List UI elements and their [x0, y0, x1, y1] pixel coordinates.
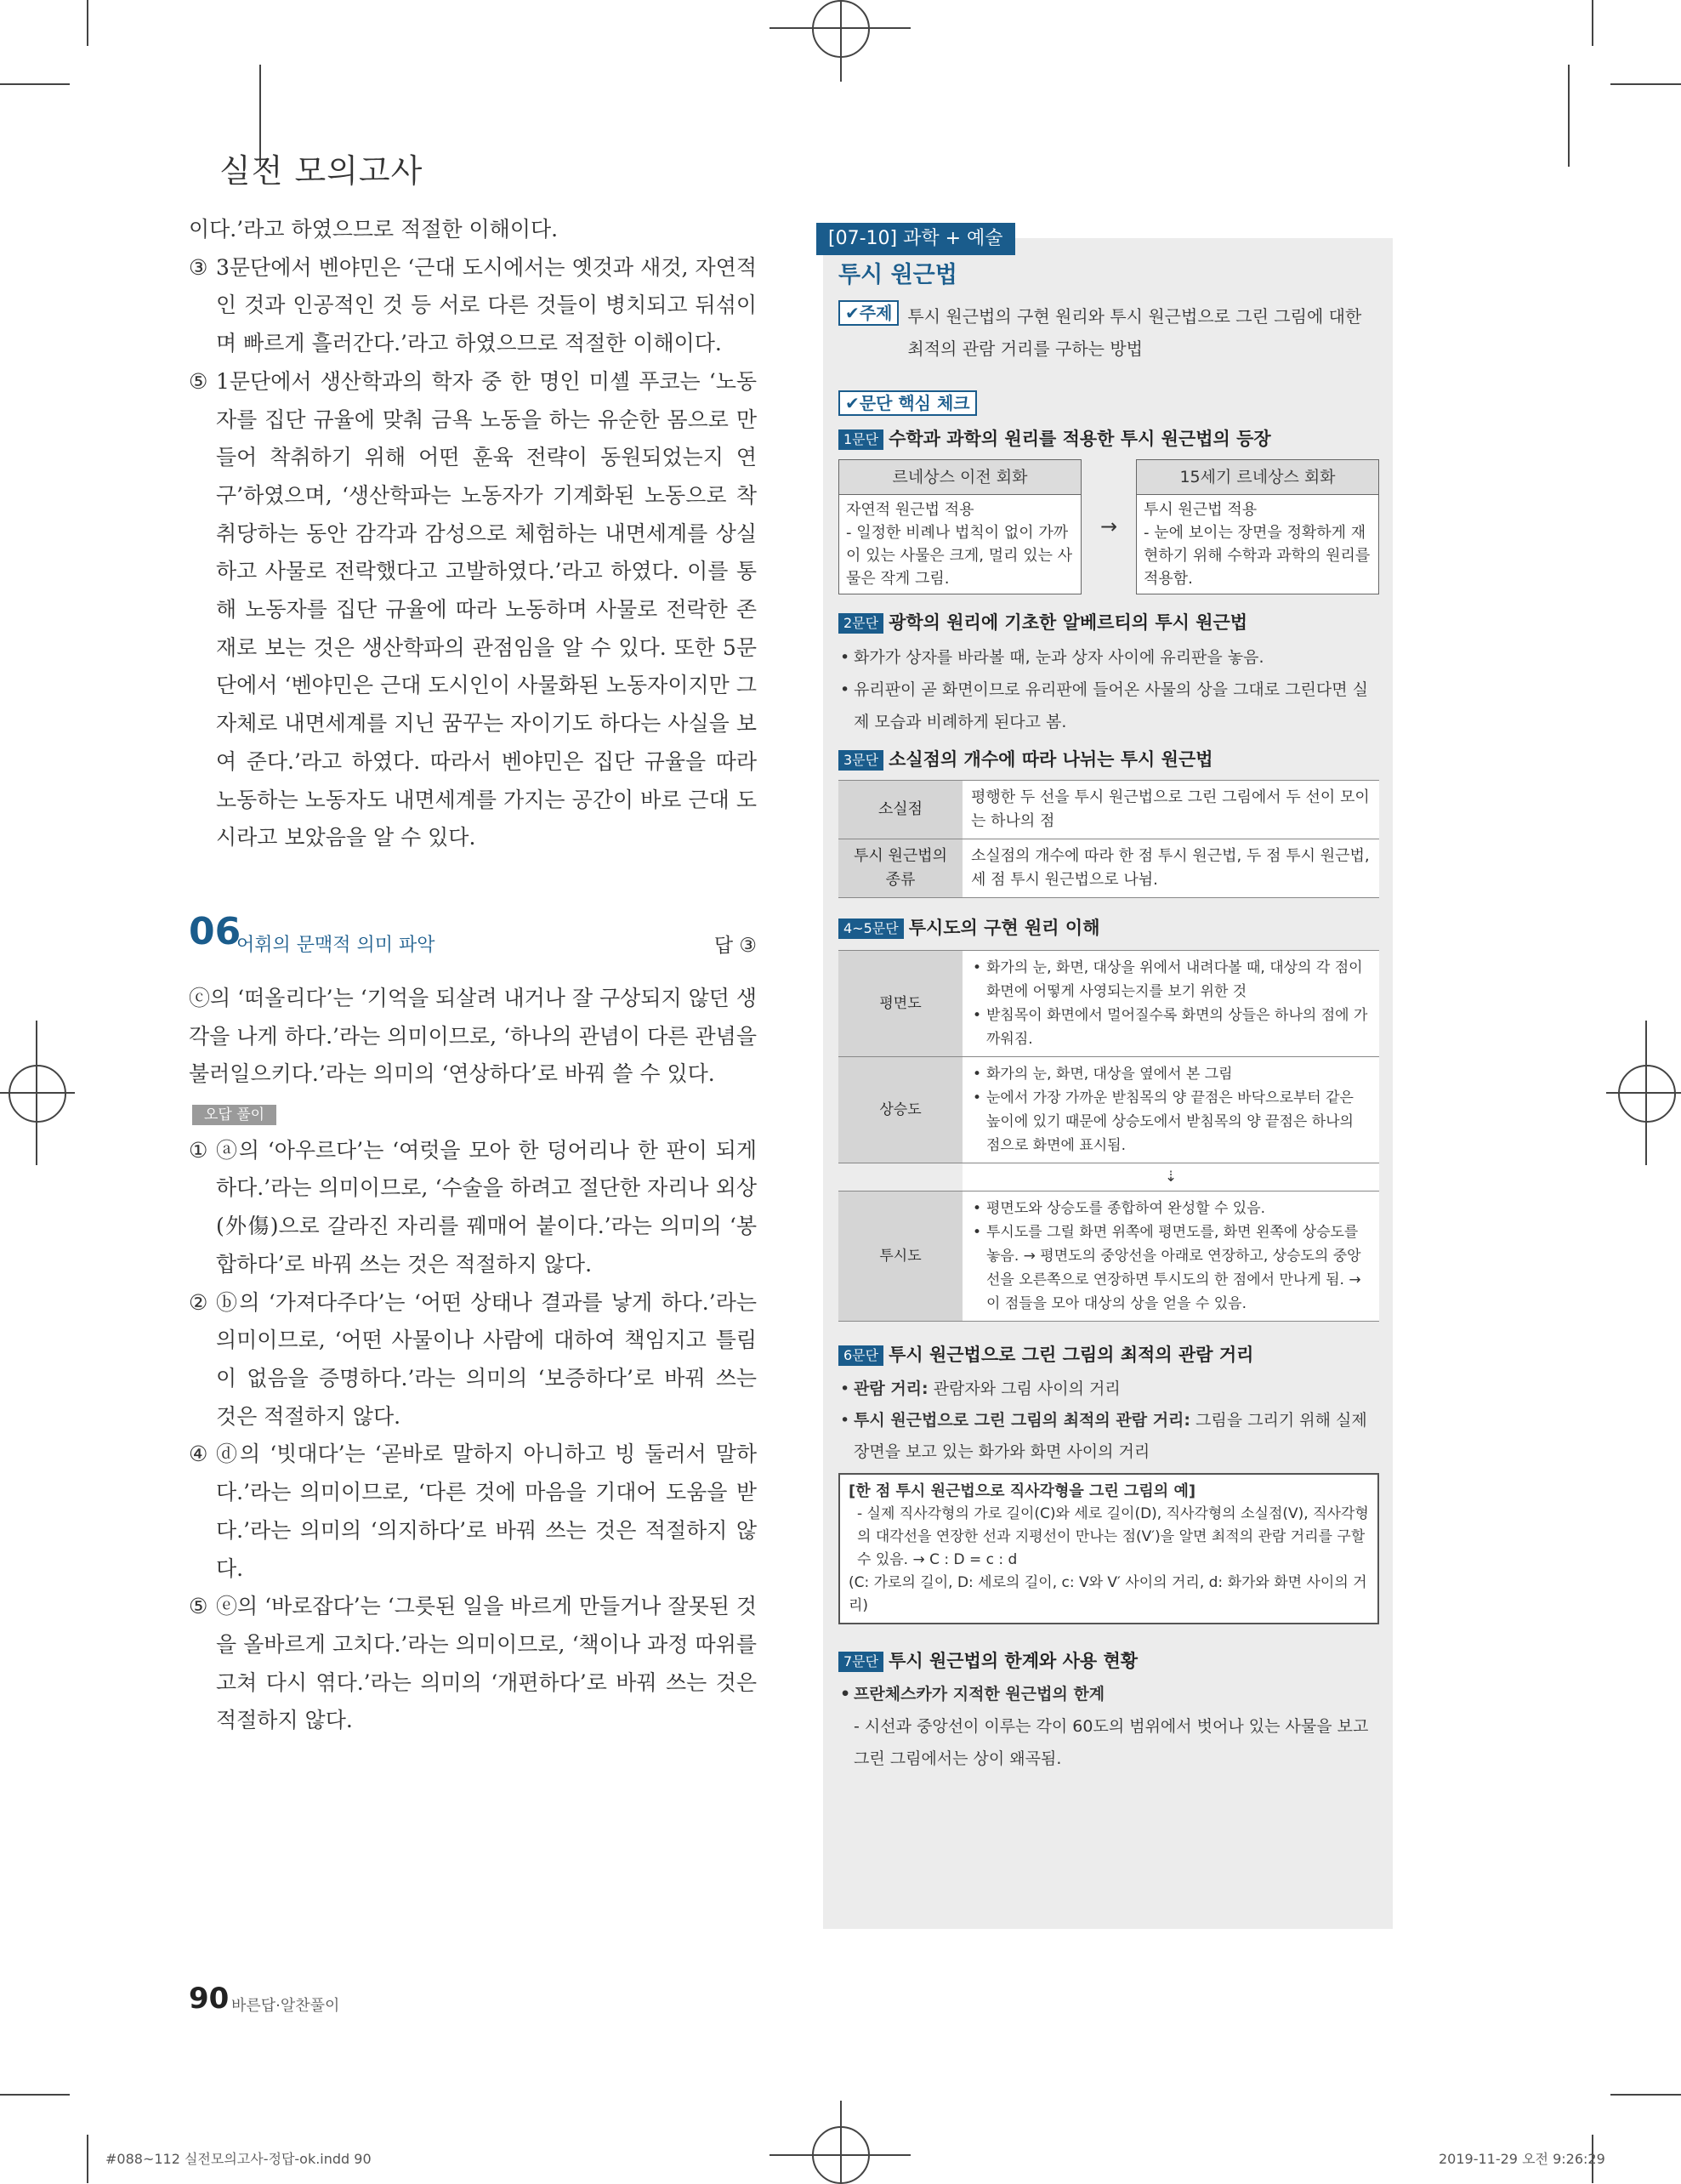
definition-table: [838, 780, 1379, 898]
crop-mark: [87, 2135, 88, 2183]
item-number: ③: [189, 254, 208, 280]
theme-row: [838, 300, 1379, 365]
item-text: ⓐ의 ‘아우르다’는 ‘여럿을 모아 한 덩어리나 한 판이 되게 하다.’라는 의미이므로, ‘수술을 하려고 절단한 자리나 외상(外傷)으로 갈라진 자리를 꿰매어 붙이다.’라는 의미의 ‘봉합하다’로 바꿔 쓰는 것은 적절하지 않다.: [216, 1137, 757, 1277]
bullet-key: 관람 거리:: [854, 1379, 929, 1398]
paragraph-tag: 3문단: [838, 750, 883, 771]
question-type: 어휘의 문맥적 의미 파악: [236, 934, 435, 956]
bullet-list: [838, 1678, 1379, 1775]
paragraph-tag: 4~5문단: [838, 919, 904, 939]
section-title: 투시 원근법으로 그린 그림의 최적의 관람 거리: [889, 1345, 1254, 1365]
bullet-list: [838, 641, 1379, 738]
comparison-box: [838, 459, 1082, 594]
bullet-item: • 유리판이 곧 화면이므로 유리판에 들어온 사물의 상을 그대로 그린다면 실제 모습과 비례하게 된다고 봄.: [838, 674, 1379, 738]
left-column: [189, 211, 757, 1740]
comparison-body: [839, 495, 1081, 594]
wrong-answer-item: [189, 1436, 757, 1588]
table-row: [838, 951, 1379, 1057]
table-header-cell: 평면도: [838, 951, 963, 1057]
topic-title: 투시 원근법: [838, 262, 957, 288]
book-title: 바른답·알찬풀이: [231, 1997, 340, 2015]
paragraph-tag: 2문단: [838, 613, 883, 634]
bullet-subtext: - 시선과 중앙선이 이루는 각이 60도의 범위에서 벗어나 있는 사물을 보고 그린 그림에서는 상이 왜곡됨.: [854, 1717, 1369, 1768]
bullet-item: • 투시도를 그릴 화면 위쪽에 평면도를, 화면 왼쪽에 상승도를 놓음. → 평면도의 중앙선을 아래로 연장하고, 상승도의 중앙선을 오른쪽으로 연장하면 투시도의 한 점에서 만나게 됨. → 이 점들을 모아 대상의 상을 얻을 수 있음.: [971, 1220, 1371, 1316]
right-arrow-icon: →: [1099, 515, 1118, 538]
print-timestamp: 2019-11-29 오전 9:26:29: [1439, 2151, 1605, 2167]
item-text: ⓑ의 ‘가져다주다’는 ‘어떤 상태나 결과를 낳게 하다.’라는 의미이므로, ‘어떤 사물이나 사람에 대하여 책임지고 틀림이 없음을 증명하다.’라는 의미의 ‘보증하다’로 바꿔 쓰는 것은 적절하지 않다.: [216, 1289, 757, 1429]
registration-mark: [770, 2154, 911, 2156]
table-row: [838, 1192, 1379, 1322]
comparison-head: 르네상스 이전 회화: [839, 460, 1081, 495]
registration-mark: [1606, 1092, 1681, 1094]
item-text: ⓓ의 ‘빗대다’는 ‘곧바로 말하지 아니하고 빙 둘러서 말하다.’라는 의미이므로, ‘다른 것에 마음을 기대어 도움을 받다.’라는 의미의 ‘의지하다’로 바꿔 쓰는 것은 적절하지 않다.: [216, 1442, 757, 1581]
table-header-cell: 소실점: [838, 781, 963, 839]
registration-mark: [840, 2101, 842, 2183]
example-body: - 실제 직사각형의 가로 길이(C)와 세로 길이(D), 직사각형의 소실점(V), 직사각형의 대각선을 연장한 선과 지평선이 만나는 점(V′)을 알면 최적의 관람 거리를 구할 수 있음. → C : D = c : d: [857, 1505, 1369, 1568]
example-title: [한 점 투시 원근법으로 직사각형을 그린 그림의 예]: [849, 1482, 1196, 1500]
item-text: 1문단에서 생산학과의 학자 중 한 명인 미셸 푸코는 ‘노동자를 집단 규율에 맞춰 금욕 노동을 하는 유순한 몸으로 만들어 착취하기 위해 어떤 훈육 전략이 동원되었는지 연구’하였으며, ‘생산학파는 노동자가 기계화된 노동으로 착취당하는 동안 감각과 감성으로 체험하는 내면세계를 상실하고 사물로 전락했다고 고발하였다.’라고 하였다. 이를 통해 노동자를 집단 규율에 따라 노동하며 사물로 전락한 존재로 보는 것은 생산학파의 관점임을 알 수 있다. 또한 5문단에서 ‘벤야민은 근대 도시인이 사물화된 노동자이지만 그 자체로 내면세계를 지닌 꿈꾸는 자이기도 하다는 사실을 보여 준다.’라고 하였다. 따라서 벤야민은 집단 규율을 따라 노동하는 노동자도 내면세계를 가지는 공간이 바로 근대 도시라고 보았음을 알 수 있다.: [216, 368, 757, 850]
table-header-cell: 투시 원근법의 종류: [838, 839, 963, 898]
wrong-answer-item: [189, 1588, 757, 1740]
drawing-table: [838, 950, 1379, 1322]
comparison-diagram: [838, 459, 1379, 594]
section-title: 투시 원근법의 한계와 사용 현황: [889, 1651, 1139, 1671]
item-text: 3문단에서 벤야민은 ‘근대 도시에서는 옛것과 새것, 자연적인 것과 인공적인 것 등 서로 다른 것들이 병치되고 뒤섞이며 빠르게 흘러간다.’라고 하였으므로 적절한 이해이다.: [216, 254, 757, 356]
section-title: 소실점의 개수에 따라 나뉘는 투시 원근법: [889, 749, 1213, 770]
comparison-line: - 눈에 보이는 장면을 정확하게 재현하기 위해 수학과 과학의 원리를 적용함.: [1144, 524, 1371, 588]
item-text: ⓔ의 ‘바로잡다’는 ‘그릇된 일을 바르게 만들거나 잘못된 것을 올바르게 고치다.’라는 의미이므로, ‘책이나 과정 따위를 고쳐 다시 엮다.’라는 의미의 ‘개편하다’로 바꿔 쓰는 것은 적절하지 않다.: [216, 1594, 757, 1733]
table-cell: [963, 951, 1379, 1057]
continued-text: 이다.’라고 하였으므로 적절한 이해이다.: [189, 217, 559, 242]
table-row: [838, 1057, 1379, 1163]
paragraph-check-label: ✔문단 핵심 체크: [838, 390, 977, 416]
registration-mark: [0, 1092, 75, 1094]
example-note: (C: 가로의 길이, D: 세로의 길이, c: V와 V′ 사이의 거리, d: 화가와 화면 사이의 거리): [849, 1574, 1367, 1614]
question-header: [189, 909, 757, 980]
bullet-item: • 화가의 눈, 화면, 대상을 옆에서 본 그림: [971, 1062, 1371, 1086]
bullet-item: • 평면도와 상승도를 종합하여 완성할 수 있음.: [971, 1197, 1371, 1220]
crop-mark: [1610, 83, 1681, 85]
wrong-answer-badge: 오답 풀이: [192, 1105, 276, 1125]
item-number: ①: [189, 1137, 208, 1163]
comparison-body: [1137, 495, 1378, 594]
paragraph-tag: 6문단: [838, 1345, 883, 1366]
answer-label: 답 ③: [713, 934, 757, 957]
crop-mark: [1568, 65, 1570, 167]
bullet-item: • 받침목이 화면에서 멀어질수록 화면의 상들은 하나의 점에 가까워짐.: [971, 1004, 1371, 1051]
section-heading: [838, 1342, 1379, 1368]
page-title: 실전 모의고사: [219, 152, 423, 190]
section-title: 광학의 원리에 기초한 알베르티의 투시 원근법: [889, 612, 1248, 633]
explanation-item: [189, 249, 757, 363]
bullet-item: • 화가의 눈, 화면, 대상을 위에서 내려다볼 때, 대상의 각 점이 화면에 어떻게 사영되는지를 보기 위한 것: [971, 956, 1371, 1004]
section-title: 수학과 과학의 원리를 적용한 투시 원근법의 등장: [889, 429, 1271, 449]
table-cell: [963, 1192, 1379, 1322]
example-box: [838, 1473, 1379, 1624]
table-cell: 소실점의 개수에 따라 한 점 투시 원근법, 두 점 투시 원근법, 세 점 투시 원근법으로 나뉨.: [963, 839, 1379, 898]
check-row: [838, 390, 1379, 418]
comparison-head: 15세기 르네상스 회화: [1137, 460, 1378, 495]
paragraph-tag: 1문단: [838, 429, 883, 450]
bullet-item: • 프란체스카가 지적한 원근법의 한계: [838, 1678, 1379, 1710]
bullet-item: • 눈에서 가장 가까운 받침목의 양 끝점은 바닥으로부터 같은 높이에 있기 때문에 상승도에서 받침목의 양 끝점은 하나의 점으로 화면에 표시됨.: [971, 1086, 1371, 1157]
registration-mark: [840, 0, 842, 82]
item-number: ④: [189, 1442, 208, 1467]
crop-mark: [1592, 0, 1593, 46]
table-row: [838, 1163, 1379, 1192]
section-heading: [838, 610, 1379, 636]
registration-mark: [9, 1065, 66, 1123]
crop-mark: [87, 0, 88, 46]
crop-mark: [0, 2094, 70, 2096]
section-tab: [07-10] 과학 + 예술: [816, 223, 1015, 255]
bullet-item: • 화가가 상자를 바라볼 때, 눈과 상자 사이에 유리판을 놓음.: [838, 641, 1379, 674]
section-title: 투시도의 구현 원리 이해: [908, 918, 1100, 938]
item-number: ②: [189, 1289, 208, 1315]
bullet-text: 그림을 그리기 위해 실제 장면을 보고 있는 화가와 화면 사이의 거리: [854, 1411, 1367, 1461]
table-cell: [963, 1057, 1379, 1163]
table-row: [838, 839, 1379, 898]
file-info: #088~112 실전모의고사-정답-ok.indd 90: [105, 2151, 372, 2167]
bullet-list: [838, 1374, 1379, 1468]
bullet-key: 투시 원근법으로 그린 그림의 최적의 관람 거리:: [854, 1411, 1191, 1430]
table-row: [838, 781, 1379, 839]
crop-mark: [0, 83, 70, 85]
explanation-item: [189, 363, 757, 857]
section-heading: [838, 426, 1379, 452]
section-heading: [838, 1648, 1379, 1675]
question-number: 06: [189, 909, 241, 953]
bullet-item: [838, 1405, 1379, 1468]
table-header-cell: 상승도: [838, 1057, 963, 1163]
bullet-item: [838, 1374, 1379, 1405]
theme-text: 투시 원근법의 구현 원리와 투시 원근법으로 그린 그림에 대한 최적의 관람 거리를 구하는 방법: [907, 306, 1362, 359]
bullet-text: 관람자와 그림 사이의 거리: [928, 1379, 1121, 1398]
wrong-answer-item: [189, 1132, 757, 1284]
registration-mark: [1618, 1065, 1676, 1123]
comparison-box: [1136, 459, 1379, 594]
paragraph-tag: 7문단: [838, 1652, 883, 1672]
crop-mark: [1610, 2094, 1681, 2096]
table-cell: 평행한 두 선을 투시 원근법으로 그린 그림에서 두 선이 모이는 하나의 점: [963, 781, 1379, 839]
section-heading: [838, 747, 1379, 773]
down-arrow-icon: ⇣: [963, 1163, 1379, 1192]
page-number: 90: [189, 1982, 230, 2016]
wrong-answer-item: [189, 1284, 757, 1436]
item-number: ⑤: [189, 1594, 208, 1619]
comparison-line: 투시 원근법 적용: [1144, 501, 1258, 519]
registration-mark: [770, 27, 911, 29]
question-explanation: ⓒ의 ‘떠올리다’는 ‘기억을 되살려 내거나 잘 구상되지 않던 생각을 나게 하다.’라는 의미이므로, ‘하나의 관념이 다른 관념을 불러일으키다.’라는 의미의 ‘연상하다’로 바꿔 쓸 수 있다.: [189, 985, 757, 1087]
comparison-line: 자연적 원근법 적용: [846, 501, 974, 519]
summary-panel: [823, 238, 1393, 1929]
summary-content: [838, 262, 1379, 1775]
item-number: ⑤: [189, 368, 208, 394]
table-header-cell: 투시도: [838, 1192, 963, 1322]
section-heading: [838, 915, 1379, 941]
comparison-line: - 일정한 비례나 법칙이 없이 가까이 있는 사물은 크게, 멀리 있는 사물은 작게 그림.: [846, 524, 1073, 588]
theme-label: ✔주제: [838, 300, 899, 326]
